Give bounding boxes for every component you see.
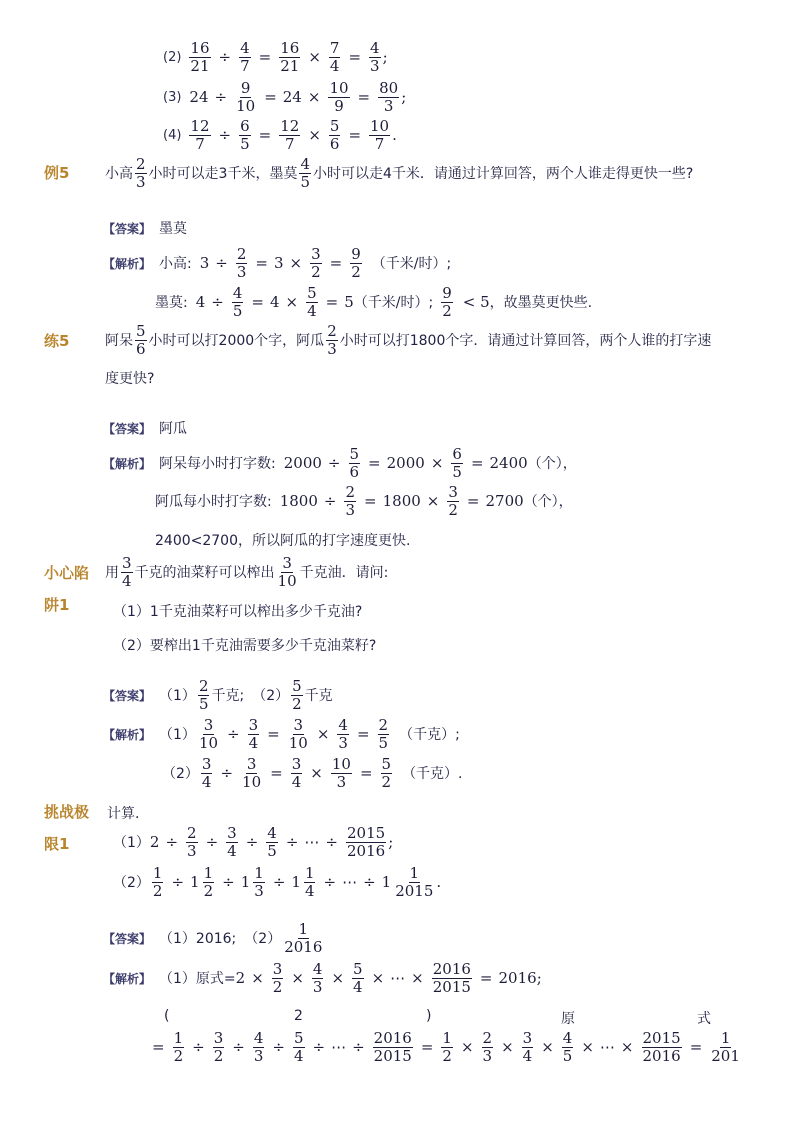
justified-char: 2 bbox=[294, 1008, 303, 1024]
fraction: 5 6 bbox=[136, 322, 146, 358]
fraction: $\frac{1}{2}$ bbox=[442, 1029, 452, 1065]
fraction: 5 2 bbox=[292, 677, 302, 713]
fraction: $\frac{3}{2}$ bbox=[213, 1029, 224, 1065]
trap-1-part-2: （2）要榨出1千克油需要多少千克油菜籽? bbox=[113, 638, 377, 654]
fraction: $\frac{4}{5}$ bbox=[267, 824, 277, 860]
top-line-4: (4) $\frac{12}{7}$ ÷ $\frac{6}{5}$ = $\frac{12}{7}$ × $\frac{5}{6}$ = $\frac{10}{7}$ . bbox=[163, 117, 397, 153]
example-5-answer bbox=[103, 222, 187, 236]
fraction: 2 3 bbox=[327, 322, 337, 358]
fraction: $\frac{2}{3}$ bbox=[236, 245, 247, 281]
example-5-title: 例5 bbox=[44, 164, 70, 182]
answer-tag: 【答案】 bbox=[103, 222, 152, 236]
fraction: $\frac{7}{4}$ bbox=[329, 39, 340, 75]
justified-char: 原 bbox=[561, 1011, 575, 1027]
fraction: $\frac{3}{4}$ bbox=[522, 1029, 533, 1065]
fraction: $\frac{12}{7}$ bbox=[280, 117, 300, 153]
fraction: $\frac{16}{21}$ bbox=[190, 39, 210, 75]
practice-5-solution-1: 【解析】 阿呆每小时打字数: 2000 ÷ $\frac{5}{6}$ = 2000 × $\frac{6}{5}$ = 2400 （个）， bbox=[103, 445, 577, 481]
justified-char: ( bbox=[164, 1008, 170, 1024]
solution-tag: 【解析】 bbox=[103, 456, 152, 471]
fraction: $\frac{10}{3}$ bbox=[331, 755, 351, 791]
fraction: $\frac{2}{5}$ bbox=[378, 716, 389, 752]
fraction: $\frac{9}{2}$ bbox=[351, 245, 361, 281]
challenge-1-title-line1: 挑战极 bbox=[44, 803, 90, 821]
mixed-number: 1 1 3 bbox=[240, 864, 264, 900]
fraction: $\frac{1}{2}$ bbox=[173, 1029, 184, 1065]
fraction: $\frac{4}{5}$ bbox=[232, 284, 243, 320]
fraction: $\frac{3}{2}$ bbox=[272, 960, 283, 996]
fraction: $\frac{1}{2}$ bbox=[152, 864, 163, 900]
fraction: $\frac{5}{4}$ bbox=[293, 1029, 304, 1065]
answer-tag: 【答案】 bbox=[103, 688, 152, 703]
challenge-1-intro: 计算. bbox=[107, 806, 140, 822]
fraction: $\frac{16}{21}$ bbox=[280, 39, 300, 75]
fraction: $\frac{2}{3}$ bbox=[482, 1029, 493, 1065]
trap-1-question: 用 3 4 千克的油菜籽可以榨出 3 10 千克油．请问: bbox=[105, 554, 389, 590]
fraction: $\frac{2}{3}$ bbox=[345, 483, 356, 519]
fraction: 2 3 bbox=[136, 155, 146, 191]
trap-1-solution-2: （2） $\frac{3}{4}$ ÷ $\frac{3}{10}$ = $\frac{3}{4}$ × $\frac{10}{3}$ = $\frac{5}{2}$ （千克）. bbox=[162, 755, 463, 791]
fraction: $\frac{1}{201}$ bbox=[711, 1029, 740, 1065]
solution-tag: 【解析】 bbox=[103, 256, 152, 271]
fraction: $\frac{5}{4}$ bbox=[353, 960, 363, 996]
mixed-number: 1 1 2015 bbox=[381, 864, 434, 900]
practice-5-answer bbox=[103, 422, 187, 436]
practice-5-solution-2: 阿瓜每小时打字数: 1800 ÷ $\frac{2}{3}$ = 1800 × $\frac{3}{2}$ = 2700 （个）， bbox=[155, 483, 573, 519]
fraction: $\frac{4}{5}$ bbox=[562, 1029, 573, 1065]
fraction: $\frac{10}{9}$ bbox=[329, 79, 349, 115]
fraction: 3 10 bbox=[277, 554, 297, 590]
example-5-question: 小高 2 3 小时可以走3千米，墨莫 4 5 小时可以走4千米．请通过计算回答，两个人谁走得更快一些? bbox=[105, 155, 694, 191]
example-5-solution-1: 【解析】 小高: 3 ÷ $\frac{2}{3}$ = 3 × $\frac{3}{2}$ = $\frac{9}{2}$ （千米/时）; bbox=[103, 245, 452, 281]
fraction: $\frac{5}{6}$ bbox=[349, 445, 360, 481]
fraction: 1 2016 bbox=[284, 920, 323, 956]
practice-5-question: 阿呆 5 6 小时可以打2000个字，阿瓜 2 3 小时可以打1800个字．请通过计算回答，两个人谁的打字速 bbox=[105, 322, 712, 358]
trap-1-part-1: （1）1千克油菜籽可以榨出多少千克油? bbox=[113, 604, 363, 620]
challenge-1-part-2: （2） $\frac{1}{2}$ ÷ 1 1 2 ÷ 1 1 3 ÷ 1 1 4 ÷ ⋯ ÷ 1 1 2015 . bbox=[113, 864, 442, 900]
fraction: $\frac{3}{4}$ bbox=[201, 755, 212, 791]
practice-5-conclusion: 2400<2700，所以阿瓜的打字速度更快. bbox=[155, 533, 411, 549]
fraction: $\frac{3}{10}$ bbox=[242, 755, 262, 791]
fraction: $\frac{4}{3}$ bbox=[370, 39, 380, 75]
practice-5-title: 练5 bbox=[44, 332, 70, 350]
fraction: 3 4 bbox=[122, 554, 132, 590]
fraction: $\frac{2016}{2015}$ bbox=[432, 960, 471, 996]
fraction: $\frac{5}{4}$ bbox=[307, 284, 317, 320]
fraction: 4 5 bbox=[300, 155, 311, 191]
fraction: $\frac{4}{7}$ bbox=[240, 39, 250, 75]
fraction: $\frac{3}{4}$ bbox=[227, 824, 237, 860]
item-label: (3) bbox=[163, 90, 182, 105]
fraction: 2 5 bbox=[198, 677, 209, 713]
fraction: $\frac{9}{10}$ bbox=[236, 79, 256, 115]
practice-5-question-cont: 度更快? bbox=[105, 371, 155, 387]
mixed-number: 1 1 4 bbox=[291, 864, 315, 900]
fraction: $\frac{12}{7}$ bbox=[190, 117, 210, 153]
fraction: $\frac{2015}{2016}$ bbox=[642, 1029, 681, 1065]
solution-tag: 【解析】 bbox=[103, 971, 152, 986]
trap-1-answer: 【答案】 （1） 2 5 千克; （2） 5 2 千克 bbox=[103, 677, 333, 713]
answer-text: 墨莫 bbox=[159, 221, 188, 237]
trap-1-solution-1: 【解析】 （1） $\frac{3}{10}$ ÷ $\frac{3}{4}$ = $\frac{3}{10}$ × $\frac{4}{3}$ = $\frac{2}{5}$ （千克）; bbox=[103, 716, 460, 752]
answer-text: 阿瓜 bbox=[159, 421, 188, 437]
fraction: $\frac{3}{4}$ bbox=[248, 716, 259, 752]
top-line-2: (2) $\frac{16}{21}$ ÷ $\frac{4}{7}$ = $\frac{16}{21}$ × $\frac{7}{4}$ = $\frac{4}{3}$ ; bbox=[163, 39, 388, 75]
fraction: $\frac{2016}{2015}$ bbox=[373, 1029, 412, 1065]
fraction: $\frac{5}{2}$ bbox=[381, 755, 392, 791]
answer-tag: 【答案】 bbox=[103, 931, 152, 946]
challenge-1-solution-2: = $\frac{1}{2}$ ÷ $\frac{3}{2}$ ÷ $\frac{4}{3}$ ÷ $\frac{5}{4}$ ÷ ⋯ ÷ $\frac{2016}{2015}$ = $\frac{1}{2}$ × $\frac{2}{3}$ × $\frac{3}{4}$ × $\frac{4}{5}$ × ⋯ × $\frac{2015}{2016}$ = $\frac{1}{201}$ bbox=[152, 1029, 740, 1065]
justified-char: ) bbox=[426, 1008, 432, 1024]
example-5-solution-2: 墨莫: 4 ÷ $\frac{4}{5}$ = 4 × $\frac{5}{4}$ = 5 （千米/时）; 9 2 < 5 ，故墨莫更快些. bbox=[155, 284, 593, 320]
fraction: $\frac{4}{3}$ bbox=[338, 716, 348, 752]
item-label: (2) bbox=[163, 50, 182, 65]
challenge-1-solution-1: 【解析】 （1）原式= 2 × $\frac{3}{2}$ × $\frac{4}{3}$ × $\frac{5}{4}$ × ⋯ × $\frac{2016}{2015}$ = 2016 ; bbox=[103, 960, 542, 996]
challenge-1-title-line2: 限1 bbox=[44, 835, 70, 853]
fraction: $\frac{2}{3}$ bbox=[187, 824, 197, 860]
challenge-1-solution-2-clip bbox=[152, 1029, 740, 1080]
fraction: $\frac{5}{6}$ bbox=[329, 117, 340, 153]
fraction: $\frac{6}{5}$ bbox=[452, 445, 462, 481]
challenge-1-answer: 【答案】 （1）2016; （2） 1 2016 bbox=[103, 920, 323, 956]
fraction: $\frac{6}{5}$ bbox=[240, 117, 250, 153]
trap-1-title-line1: 小心陷 bbox=[44, 564, 90, 582]
fraction: $\frac{3}{2}$ bbox=[311, 245, 321, 281]
justified-char: 式 bbox=[697, 1011, 711, 1027]
fraction: $\frac{4}{3}$ bbox=[312, 960, 323, 996]
mixed-number: 1 1 2 bbox=[190, 864, 214, 900]
fraction: $\frac{3}{2}$ bbox=[448, 483, 458, 519]
answer-tag: 【答案】 bbox=[103, 422, 152, 436]
top-line-3: (3) 24 ÷ $\frac{9}{10}$ = 24 × $\frac{10}{9}$ = $\frac{80}{3}$ ; bbox=[163, 79, 407, 115]
fraction: $\frac{80}{3}$ bbox=[379, 79, 399, 115]
fraction: $\frac{4}{3}$ bbox=[253, 1029, 264, 1065]
fraction: $\frac{3}{4}$ bbox=[291, 755, 302, 791]
fraction: 9 2 bbox=[442, 284, 452, 320]
fraction: $\frac{3}{10}$ bbox=[198, 716, 219, 752]
item-label: (4) bbox=[163, 128, 182, 143]
fraction: $\frac{10}{7}$ bbox=[370, 117, 390, 153]
fraction: $\frac{3}{10}$ bbox=[288, 716, 308, 752]
solution-tag: 【解析】 bbox=[103, 727, 152, 742]
trap-1-title-line2: 阱1 bbox=[44, 596, 70, 614]
fraction: $\frac{2015}{2016}$ bbox=[347, 824, 386, 860]
challenge-1-part-1: （1） 2 ÷ $\frac{2}{3}$ ÷ $\frac{3}{4}$ ÷ $\frac{4}{5}$ ÷ ⋯ ÷ $\frac{2015}{2016}$ ; bbox=[113, 824, 394, 860]
